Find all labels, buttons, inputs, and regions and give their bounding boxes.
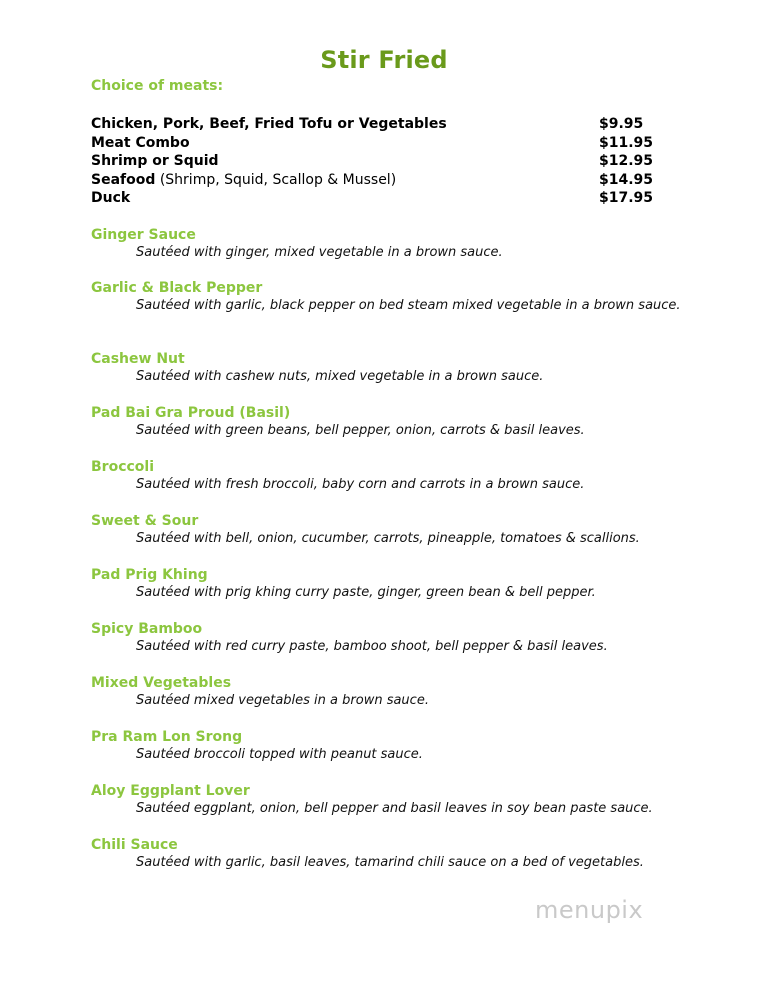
menu-item-sweet-sour <box>91 512 691 548</box>
price-row <box>91 152 654 171</box>
menu-item-ginger-sauce <box>91 226 691 262</box>
price-value: $17.95 <box>599 190 654 206</box>
menu-item-description: Sautéed with garlic, basil leaves, tamarind chili sauce on a bed of vegetables. <box>136 855 644 870</box>
menu-item-description: Sautéed with cashew nuts, mixed vegetable in a brown sauce. <box>136 369 544 384</box>
menu-item-description: Sautéed with fresh broccoli, baby corn and carrots in a brown sauce. <box>136 477 585 492</box>
menu-item-garlic-black-pepper <box>91 279 691 315</box>
price-item-name: Chicken, Pork, Beef, Fried Tofu or Vegetables <box>91 116 447 132</box>
menu-item-cashew-nut <box>91 350 691 386</box>
menu-item-broccoli <box>91 458 691 494</box>
menu-item-name: Pad Bai Gra Proud (Basil) <box>91 405 291 421</box>
menu-item-name: Ginger Sauce <box>91 227 196 243</box>
menu-item-name: Pad Prig Khing <box>91 567 208 583</box>
menu-item-name: Garlic & Black Pepper <box>91 280 263 296</box>
menu-item-description: Sautéed with ginger, mixed vegetable in a brown sauce. <box>136 245 503 260</box>
menu-item-aloy-eggplant-lover <box>91 782 691 818</box>
price-row <box>91 115 651 134</box>
menu-item-name: Pra Ram Lon Srong <box>91 729 243 745</box>
price-item-name: Duck <box>91 190 131 206</box>
menu-item-name: Sweet & Sour <box>91 513 199 529</box>
menu-item-chili-sauce <box>91 836 691 872</box>
menu-item-name: Mixed Vegetables <box>91 675 232 691</box>
menu-item-pad-prig-khing <box>91 566 691 602</box>
price-item-name: Seafood (Shrimp, Squid, Scallop & Mussel) <box>91 171 397 188</box>
menu-item-description: Sautéed with red curry paste, bamboo shoot, bell pepper & basil leaves. <box>136 639 608 654</box>
menu-item-description: Sautéed with garlic, black pepper on bed steam mixed vegetable in a brown sauce. <box>136 298 681 313</box>
menu-item-mixed-vegetables <box>91 674 691 710</box>
menu-item-spicy-bamboo <box>91 620 691 656</box>
price-row <box>91 171 654 190</box>
menu-item-description: Sautéed broccoli topped with peanut sauce. <box>136 747 423 762</box>
page-title: Stir Fried <box>320 46 448 74</box>
menu-item-description: Sautéed with prig khing curry paste, ginger, green bean & bell pepper. <box>136 585 596 600</box>
price-value: $9.95 <box>599 116 644 132</box>
menu-item-description: Sautéed eggplant, onion, bell pepper and basil leaves in soy bean paste sauce. <box>136 801 653 816</box>
price-item-name: Shrimp or Squid <box>91 153 219 169</box>
choice-of-meats-label: Choice of meats: <box>91 78 224 94</box>
price-value: $12.95 <box>599 153 654 169</box>
menu-item-basil <box>91 404 691 440</box>
price-item-name: Meat Combo <box>91 134 190 151</box>
menu-item-pra-ram-lon-srong <box>91 728 691 764</box>
menu-item-name: Cashew Nut <box>91 351 185 367</box>
menu-item-description: Sautéed with bell, onion, cucumber, carrots, pineapple, tomatoes & scallions. <box>136 531 640 546</box>
menu-item-name: Aloy Eggplant Lover <box>91 783 250 799</box>
price-value: $14.95 <box>599 171 654 188</box>
price-list <box>91 115 654 208</box>
menu-item-name: Spicy Bamboo <box>91 621 203 637</box>
price-row <box>91 189 654 208</box>
menu-item-description: Sautéed with green beans, bell pepper, onion, carrots & basil leaves. <box>136 423 585 438</box>
menu-item-name: Chili Sauce <box>91 837 178 853</box>
price-row <box>91 134 654 153</box>
price-value: $11.95 <box>599 134 654 151</box>
menu-item-name: Broccoli <box>91 459 155 475</box>
menupix-watermark: menupix <box>535 896 644 924</box>
menu-item-description: Sautéed mixed vegetables in a brown sauce. <box>136 693 429 708</box>
